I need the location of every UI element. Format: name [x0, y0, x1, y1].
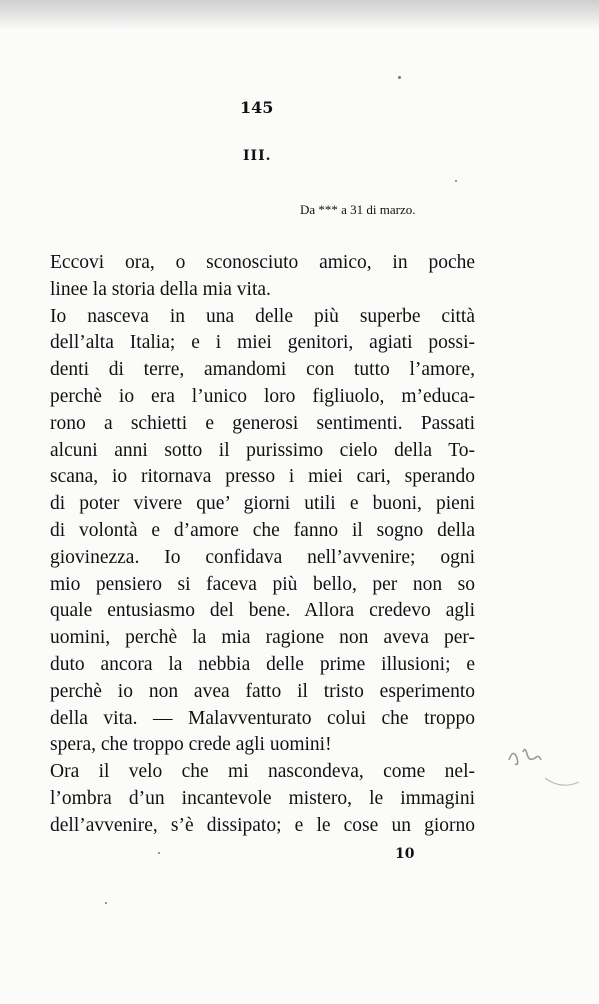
text-line: giovinezza. Io confidava nell’avvenire; ogni [50, 546, 475, 568]
text-line: linee la storia della mia vita. [50, 278, 271, 300]
text-line: dell’alta Italia; e i miei genitori, agiati possi- [50, 332, 475, 354]
text-line: duto ancora la nebbia delle prime illusioni; e [50, 653, 475, 675]
page-edge-shadow [0, 0, 599, 30]
text-line: di poter vivere que’ giorni utili e buoni, pieni [50, 493, 475, 515]
text-line: perchè io non avea fatto il tristo esperimento [50, 680, 475, 702]
text-line: uomini, perchè la mia ragione non aveva per- [50, 627, 475, 649]
pencil-scribble-mark [505, 738, 585, 798]
text-line: di volontà e d’amore che fanno il sogno della [50, 519, 475, 541]
text-line: alcuni anni sotto il purissimo cielo della To- [50, 439, 475, 461]
text-line: perchè io era l’unico loro figliuolo, m’educa- [50, 385, 475, 407]
paper-speck [455, 180, 457, 182]
letter-dateline: Da *** a 31 di marzo. [300, 202, 416, 217]
text-line: denti di terre, amandomi con tutto l’amore, [50, 359, 475, 381]
paper-speck [105, 902, 107, 904]
paper-speck [158, 852, 160, 854]
text-line: Io nasceva in una delle più superbe città [50, 305, 475, 327]
text-line: dell’avvenire, s’è dissipato; e le cose un giorno [50, 814, 475, 836]
text-line: l’ombra d’un incantevole mistero, le immagini [50, 787, 475, 809]
text-line: mio pensiero si faceva più bello, per non so [50, 573, 475, 595]
signature-mark: 10 [395, 846, 415, 862]
paper-speck [398, 76, 401, 79]
text-line: Ora il velo che mi nascondeva, come nel- [50, 761, 475, 783]
section-number: III. [243, 148, 272, 164]
text-line: rono a schietti e generosi sentimenti. Passati [50, 412, 475, 434]
text-line: spera, che troppo crede agli uomini! [50, 734, 332, 756]
page-number: 145 [240, 98, 274, 117]
text-line: Eccovi ora, o sconosciuto amico, in poche [50, 252, 475, 273]
text-line: quale entusiasmo del bene. Allora credevo agli [50, 600, 475, 622]
body-text [50, 250, 475, 840]
text-line: scana, io ritornava presso i miei cari, sperando [50, 466, 475, 488]
text-line: della vita. — Malavventurato colui che troppo [50, 707, 475, 729]
